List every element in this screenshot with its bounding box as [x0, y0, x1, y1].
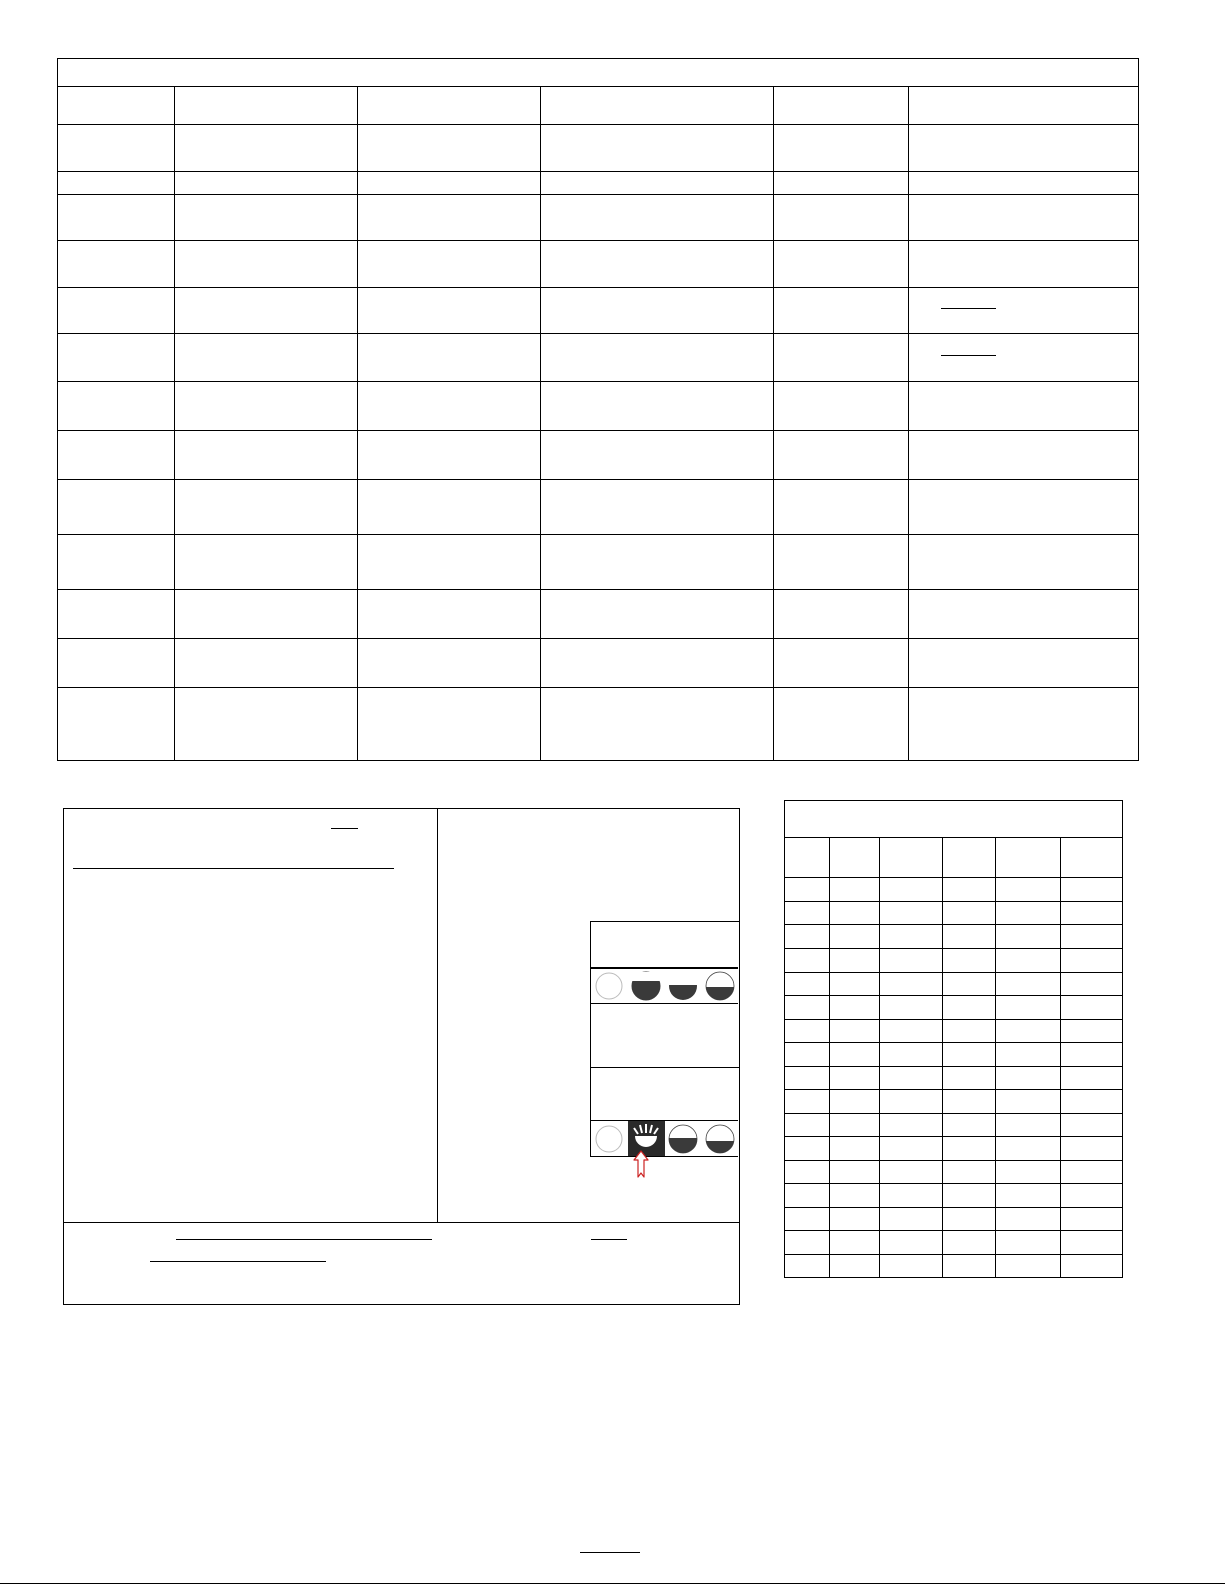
table-cell	[774, 688, 909, 761]
table-cell	[541, 688, 774, 761]
table-cell	[785, 1137, 830, 1161]
table-cell	[943, 1114, 996, 1137]
table-cell	[880, 1161, 943, 1184]
table-cell	[909, 639, 1139, 688]
table-cell	[830, 1231, 880, 1255]
table-cell	[1061, 838, 1123, 878]
table-row	[58, 241, 1139, 288]
moon-phase-row-2	[591, 1120, 738, 1157]
table-cell	[175, 431, 358, 480]
moon-phase-icon	[704, 1123, 736, 1155]
table-cell	[909, 125, 1139, 172]
table-cell	[58, 172, 175, 195]
table-cell	[996, 1043, 1061, 1067]
table-cell	[1061, 1161, 1123, 1184]
table-cell	[541, 382, 774, 431]
table-row	[58, 195, 1139, 241]
table-cell	[774, 125, 909, 172]
new-moon-icon	[594, 1124, 624, 1154]
table-row	[785, 1090, 1123, 1114]
table-cell	[785, 1231, 830, 1255]
moon-phase-icon	[630, 970, 662, 1002]
table-cell	[1061, 1255, 1123, 1278]
table-cell	[943, 838, 996, 878]
table-row	[58, 125, 1139, 172]
table-cell	[774, 590, 909, 639]
table-cell	[175, 172, 358, 195]
table-cell	[774, 480, 909, 535]
table-cell	[909, 288, 1139, 334]
table-cell	[1061, 973, 1123, 996]
table-cell	[909, 590, 1139, 639]
table-row	[785, 878, 1123, 902]
table-cell	[943, 1184, 996, 1208]
table-cell	[785, 838, 830, 878]
table-cell	[541, 125, 774, 172]
table-cell	[830, 973, 880, 996]
table-cell	[909, 334, 1139, 382]
table-row	[785, 1255, 1123, 1278]
table-cell	[830, 1043, 880, 1067]
moon-phase-icon	[667, 1123, 699, 1155]
table-cell	[785, 1114, 830, 1137]
table-cell	[175, 688, 358, 761]
table-cell	[785, 1090, 830, 1114]
table-cell	[880, 1231, 943, 1255]
table-cell	[996, 1161, 1061, 1184]
moon-chart-top-line	[590, 921, 740, 922]
table-cell	[943, 996, 996, 1020]
table-cell	[785, 996, 830, 1020]
table-cell	[943, 1067, 996, 1090]
table-cell	[785, 949, 830, 973]
table-cell	[1061, 878, 1123, 902]
table-cell	[541, 431, 774, 480]
main-table-header-cell	[358, 87, 541, 125]
right-table-title-row	[785, 801, 1123, 838]
table-cell	[58, 480, 175, 535]
table-cell	[880, 1255, 943, 1278]
table-row	[785, 996, 1123, 1020]
main-table-header-cell	[175, 87, 358, 125]
table-row	[785, 1067, 1123, 1090]
table-cell	[358, 590, 541, 639]
table-cell	[943, 949, 996, 973]
table-cell	[996, 1067, 1061, 1090]
table-cell	[943, 1161, 996, 1184]
table-cell	[996, 902, 1061, 925]
table-cell	[909, 382, 1139, 431]
table-cell	[175, 639, 358, 688]
table-cell	[175, 334, 358, 382]
underline-mark	[941, 308, 996, 309]
table-cell	[830, 949, 880, 973]
table-cell	[175, 195, 358, 241]
table-cell	[830, 1161, 880, 1184]
table-cell	[358, 241, 541, 288]
table-row	[58, 431, 1139, 480]
moon-cell	[665, 969, 702, 1003]
table-cell	[830, 925, 880, 949]
main-table-header-cell	[541, 87, 774, 125]
page-number-underline	[580, 1552, 640, 1553]
table-cell	[996, 878, 1061, 902]
lower-left-panel	[63, 808, 740, 1305]
table-cell	[880, 949, 943, 973]
table-cell	[58, 431, 175, 480]
table-row	[785, 1184, 1123, 1208]
table-cell	[943, 1020, 996, 1043]
table-cell	[996, 1231, 1061, 1255]
table-cell	[1061, 902, 1123, 925]
table-cell	[996, 1020, 1061, 1043]
table-cell	[774, 382, 909, 431]
table-cell	[830, 1255, 880, 1278]
table-cell	[830, 902, 880, 925]
table-cell	[175, 382, 358, 431]
table-cell	[58, 241, 175, 288]
page-bottom-rule	[0, 1583, 1225, 1584]
table-cell	[830, 878, 880, 902]
table-cell	[774, 288, 909, 334]
table-cell	[880, 878, 943, 902]
table-cell	[909, 195, 1139, 241]
moon-cell	[628, 969, 665, 1003]
moon-cell	[591, 969, 628, 1003]
table-cell	[996, 1208, 1061, 1231]
main-table-header-row	[58, 87, 1139, 125]
table-cell	[541, 334, 774, 382]
table-cell	[785, 1020, 830, 1043]
table-cell	[774, 334, 909, 382]
table-cell	[943, 902, 996, 925]
table-cell	[58, 334, 175, 382]
table-row	[785, 949, 1123, 973]
table-cell	[909, 241, 1139, 288]
table-cell	[880, 1114, 943, 1137]
table-cell	[58, 639, 175, 688]
right-table-title-cell	[785, 801, 1123, 838]
table-cell	[774, 172, 909, 195]
right-table	[784, 800, 1123, 1278]
main-table-header-cell	[58, 87, 175, 125]
table-cell	[175, 590, 358, 639]
table-cell	[1061, 925, 1123, 949]
moon-phase-icon	[667, 970, 699, 1002]
table-cell	[909, 688, 1139, 761]
table-cell	[943, 1208, 996, 1231]
table-cell	[785, 1161, 830, 1184]
table-cell	[541, 172, 774, 195]
table-cell	[880, 925, 943, 949]
table-row	[785, 1137, 1123, 1161]
table-cell	[541, 241, 774, 288]
table-cell	[1061, 1090, 1123, 1114]
table-cell	[943, 973, 996, 996]
table-cell	[1061, 1114, 1123, 1137]
table-cell	[541, 195, 774, 241]
table-cell	[1061, 1020, 1123, 1043]
short-underline	[331, 828, 358, 829]
main-table	[57, 58, 1139, 761]
table-cell	[830, 1137, 880, 1161]
main-table-title-row	[58, 59, 1139, 87]
table-row	[58, 480, 1139, 535]
table-cell	[58, 535, 175, 590]
table-cell	[785, 1067, 830, 1090]
table-cell	[996, 925, 1061, 949]
table-cell	[996, 1090, 1061, 1114]
table-cell	[943, 1231, 996, 1255]
table-cell	[541, 535, 774, 590]
table-cell	[880, 838, 943, 878]
table-cell	[58, 688, 175, 761]
moon-phase-icon	[704, 970, 736, 1002]
table-cell	[58, 590, 175, 639]
table-cell	[1061, 1067, 1123, 1090]
table-cell	[774, 241, 909, 288]
table-cell	[880, 1184, 943, 1208]
table-cell	[175, 480, 358, 535]
table-cell	[58, 195, 175, 241]
table-row	[58, 688, 1139, 761]
moon-cell	[701, 969, 738, 1003]
table-cell	[996, 838, 1061, 878]
table-cell	[358, 288, 541, 334]
table-row	[785, 1161, 1123, 1184]
new-moon-icon	[594, 971, 624, 1001]
table-row	[785, 1114, 1123, 1137]
table-cell	[774, 431, 909, 480]
table-cell	[358, 431, 541, 480]
table-cell	[996, 1114, 1061, 1137]
table-cell	[785, 1208, 830, 1231]
table-cell	[880, 1208, 943, 1231]
footer-underline-second-line	[150, 1261, 326, 1262]
underline-mark	[941, 355, 996, 356]
table-cell	[830, 1090, 880, 1114]
table-cell	[358, 195, 541, 241]
table-cell	[774, 195, 909, 241]
panel-horizontal-divider	[63, 1222, 740, 1223]
table-cell	[880, 1067, 943, 1090]
table-cell	[1061, 949, 1123, 973]
table-row	[785, 1208, 1123, 1231]
table-cell	[830, 838, 880, 878]
table-row	[785, 1043, 1123, 1067]
table-row	[785, 902, 1123, 925]
table-cell	[175, 125, 358, 172]
table-row	[785, 925, 1123, 949]
table-cell	[996, 996, 1061, 1020]
table-row	[58, 382, 1139, 431]
table-cell	[1061, 996, 1123, 1020]
table-cell	[996, 949, 1061, 973]
table-cell	[909, 480, 1139, 535]
table-cell	[358, 125, 541, 172]
main-table-title-cell	[58, 59, 1139, 87]
table-row	[58, 639, 1139, 688]
table-cell	[541, 288, 774, 334]
table-row	[785, 1231, 1123, 1255]
table-cell	[1061, 1231, 1123, 1255]
moon-phase-row-1	[591, 967, 738, 1004]
table-row	[58, 535, 1139, 590]
table-cell	[909, 172, 1139, 195]
table-cell	[1061, 1184, 1123, 1208]
moon-cell	[701, 1121, 738, 1156]
table-cell	[996, 1255, 1061, 1278]
table-cell	[830, 996, 880, 1020]
moon-chart-divider	[590, 1067, 740, 1068]
table-cell	[541, 480, 774, 535]
panel-vertical-divider	[437, 808, 438, 1222]
table-cell	[785, 925, 830, 949]
table-cell	[1061, 1137, 1123, 1161]
table-cell	[358, 382, 541, 431]
table-cell	[943, 1090, 996, 1114]
table-cell	[943, 925, 996, 949]
table-cell	[785, 878, 830, 902]
table-cell	[774, 639, 909, 688]
table-row	[58, 172, 1139, 195]
table-cell	[785, 1255, 830, 1278]
table-cell	[909, 535, 1139, 590]
table-cell	[175, 535, 358, 590]
table-cell	[358, 172, 541, 195]
table-cell	[996, 973, 1061, 996]
long-underline	[73, 868, 394, 869]
table-cell	[943, 1137, 996, 1161]
table-cell	[880, 1090, 943, 1114]
table-cell	[880, 1043, 943, 1067]
table-cell	[175, 241, 358, 288]
main-table-header-cell	[774, 87, 909, 125]
table-cell	[358, 639, 541, 688]
table-cell	[830, 1020, 880, 1043]
table-cell	[175, 288, 358, 334]
table-cell	[943, 1043, 996, 1067]
right-table-header-row	[785, 838, 1123, 878]
table-cell	[58, 382, 175, 431]
table-row	[58, 334, 1139, 382]
table-cell	[1061, 1208, 1123, 1231]
table-cell	[785, 973, 830, 996]
table-row	[58, 288, 1139, 334]
table-cell	[830, 1208, 880, 1231]
up-arrow-icon	[633, 1150, 649, 1180]
table-cell	[785, 1184, 830, 1208]
table-cell	[830, 1184, 880, 1208]
table-cell	[358, 480, 541, 535]
table-cell	[358, 688, 541, 761]
table-cell	[880, 996, 943, 1020]
table-cell	[880, 1020, 943, 1043]
table-cell	[358, 535, 541, 590]
moon-cell	[665, 1121, 702, 1156]
table-cell	[880, 902, 943, 925]
moon-cell	[591, 1121, 628, 1156]
table-cell	[58, 125, 175, 172]
main-table-header-cell	[909, 87, 1139, 125]
table-cell	[358, 334, 541, 382]
table-cell	[774, 535, 909, 590]
table-cell	[541, 590, 774, 639]
table-cell	[785, 1043, 830, 1067]
table-cell	[880, 1137, 943, 1161]
footer-underline-short	[591, 1239, 627, 1240]
table-row	[58, 590, 1139, 639]
table-cell	[830, 1114, 880, 1137]
footer-underline-long	[176, 1239, 432, 1240]
table-cell	[996, 1184, 1061, 1208]
table-cell	[1061, 1043, 1123, 1067]
table-row	[785, 1020, 1123, 1043]
table-cell	[909, 431, 1139, 480]
table-cell	[943, 1255, 996, 1278]
table-cell	[785, 902, 830, 925]
table-cell	[830, 1067, 880, 1090]
table-cell	[541, 639, 774, 688]
table-row	[785, 973, 1123, 996]
table-cell	[880, 973, 943, 996]
table-cell	[58, 288, 175, 334]
table-cell	[943, 878, 996, 902]
table-cell	[996, 1137, 1061, 1161]
